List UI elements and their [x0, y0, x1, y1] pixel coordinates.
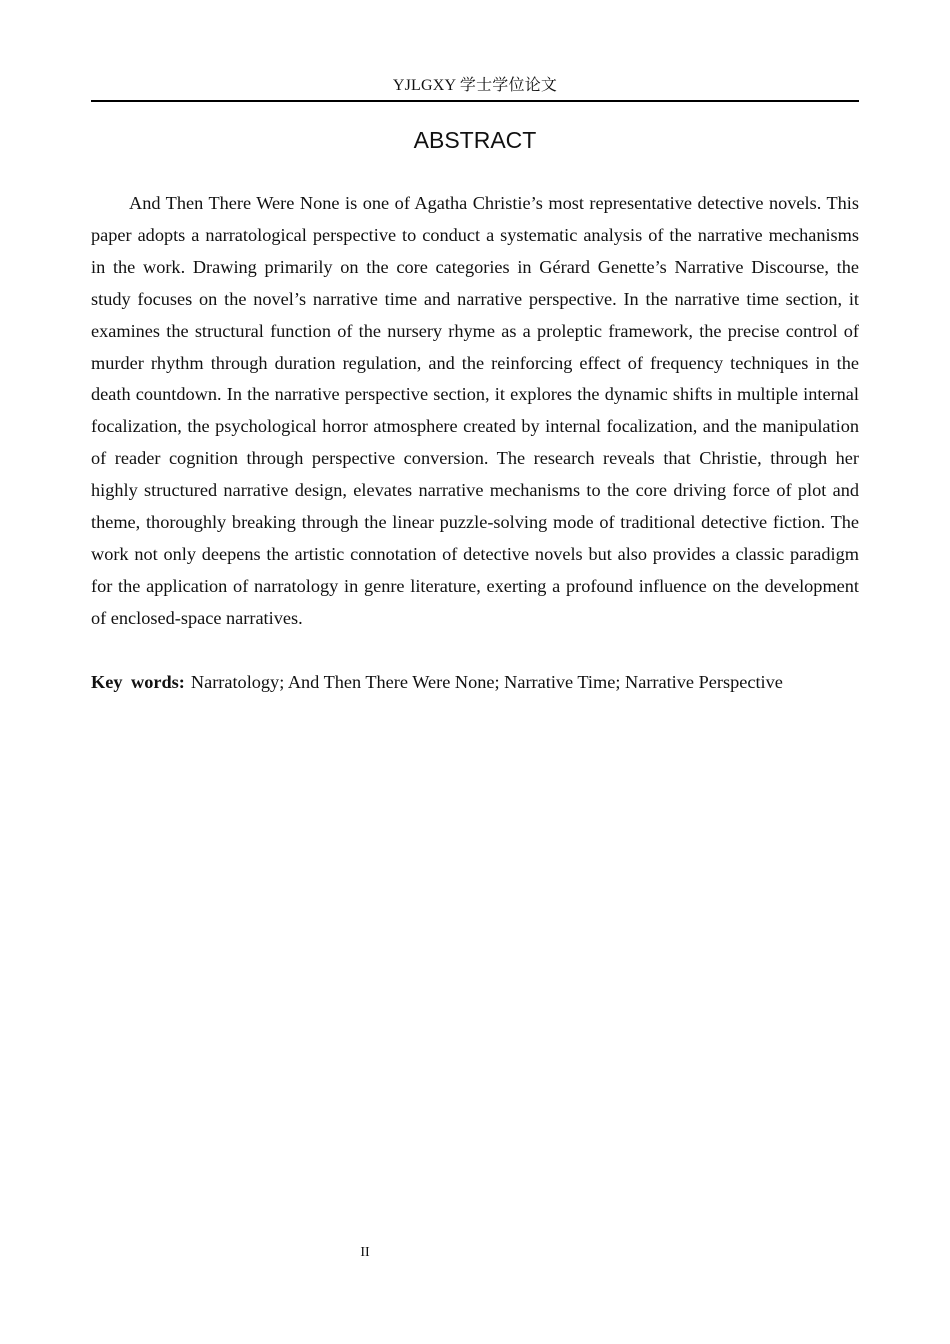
abstract-title: ABSTRACT — [413, 127, 537, 153]
header-rule — [91, 100, 859, 102]
keywords-line — [91, 667, 859, 699]
keywords-value: Narratology; And Then There Were None; Narrative Time; Narrative Perspective — [190, 672, 783, 692]
running-header: YJLGXY 学士学位论文 — [392, 77, 558, 94]
page-number: II — [360, 1245, 370, 1260]
abstract-body: And Then There Were None is one of Agatha Christie’s most representative detective novels. This paper adopts a narratological perspective to conduct a systematic analysis of the narrative mechanisms in the work. Drawing primarily on the core categories in Gérard Genette’s Narrative Discourse, the study focuses on the novel’s narrative time and narrative perspective. In the narrative time section, it examines the structural function of the nursery rhyme as a proleptic framework, the precise control of murder rhythm through duration regulation, and the reinforcing effect of frequency techniques in the death countdown. In the narrative perspective section, it explores the dynamic shifts in multiple internal focalization, the psychological horror atmosphere created by internal focalization, and the manipulation of reader cognition through perspective conversion. The research reveals that Christie, through her highly structured narrative design, elevates narrative mechanisms to the core driving force of plot and theme, thoroughly breaking through the linear puzzle-solving mode of traditional detective fiction. The work not only deepens the artistic connotation of detective novels but also provides a classic paradigm for the application of narratology in genre literature, exerting a profound influence on the development of enclosed-space narratives. — [91, 193, 859, 628]
keywords-label: Key words: — [91, 672, 185, 692]
